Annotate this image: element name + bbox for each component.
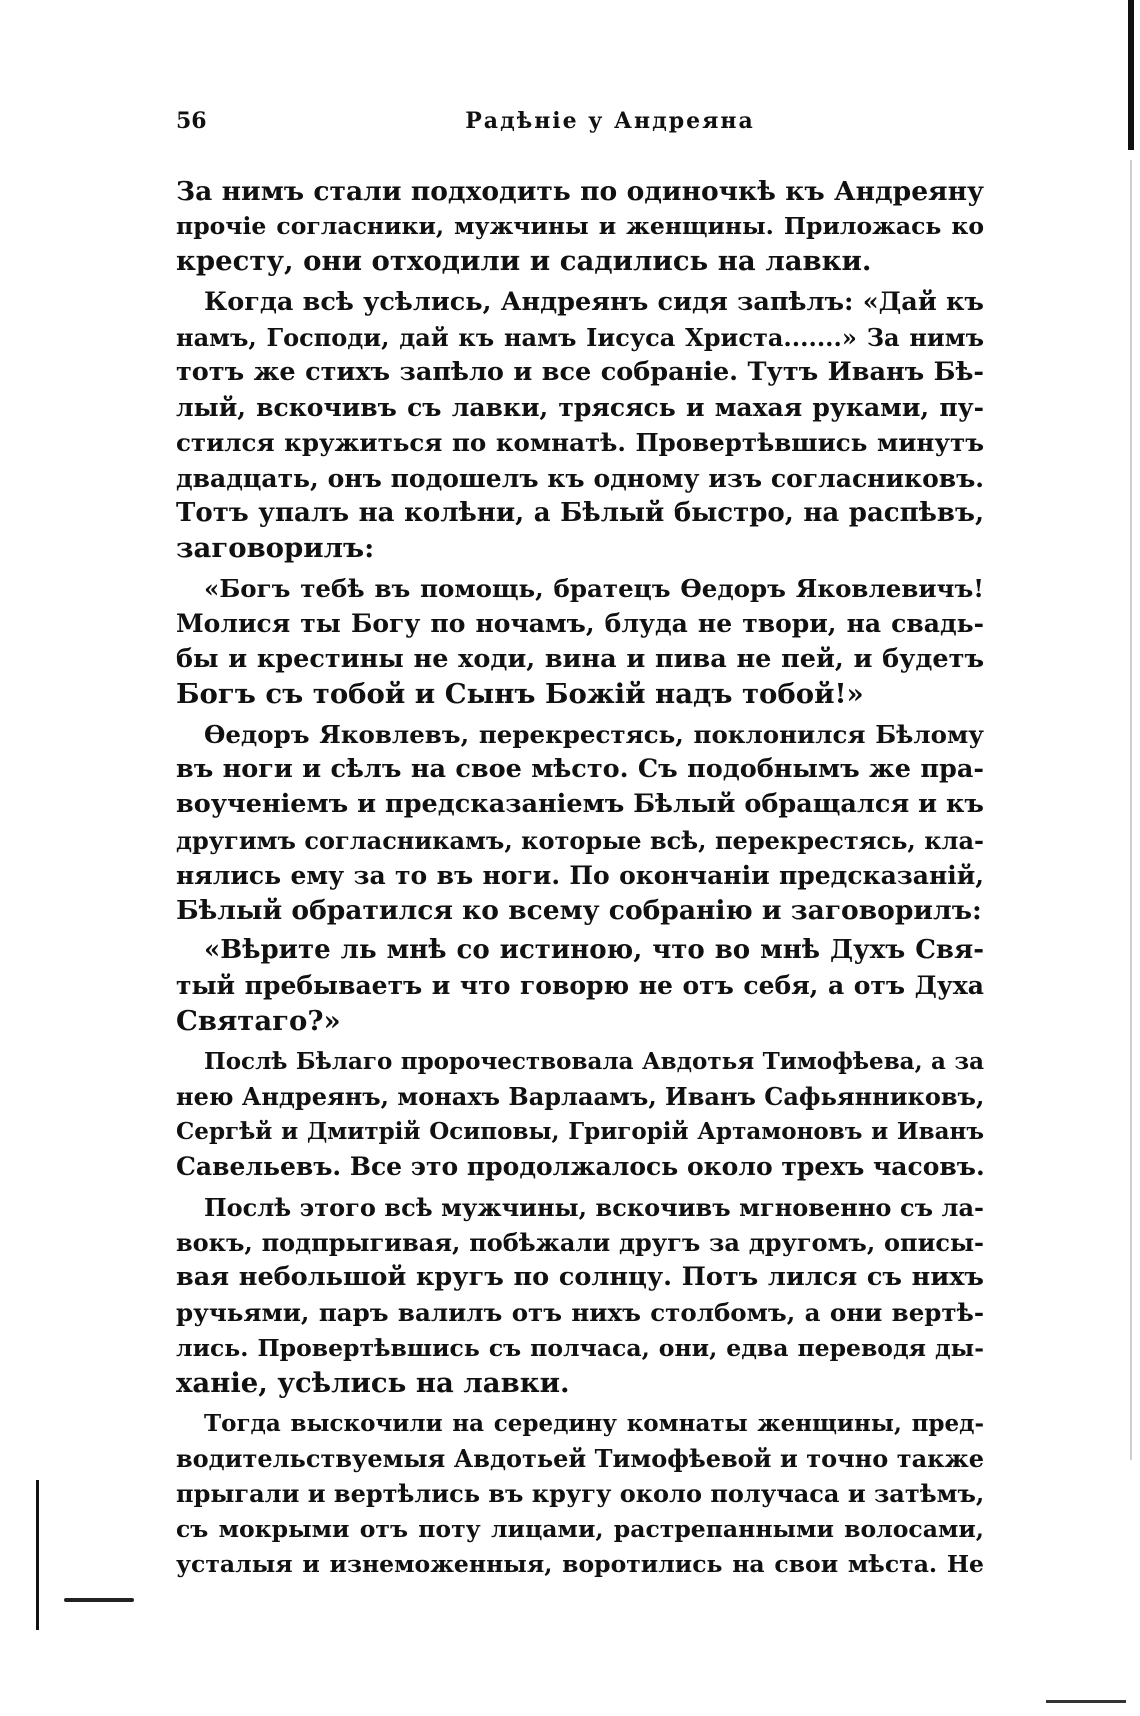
running-title: Радѣніе у Андреяна [465, 108, 755, 134]
text-line: Тотъ упалъ на колѣни, а Бѣлый быстро, на распѣвъ, [176, 497, 984, 528]
text-line: въ ноги и сѣлъ на свое мѣсто. Съ подобнымъ же пра- [176, 754, 984, 785]
text-line: «Богъ тебѣ въ помощь, братецъ Ѳедоръ Яковлевичъ! [204, 574, 984, 604]
paragraph [176, 1044, 984, 1185]
text-line: вокъ, подпрыгивая, побѣжали другъ за другомъ, описы- [176, 1227, 984, 1257]
text-line: съ мокрыми отъ поту лицами, растрепанными волосами, [176, 1514, 984, 1543]
text-line: нялись ему за то въ ноги. По окончаніи предсказаній, [176, 860, 984, 890]
text-line: Бѣлый обратился ко всему собранію и заговорилъ: [176, 895, 982, 927]
paragraph [176, 1406, 984, 1582]
text-line: Сергѣй и Дмитрій Осиповы, Григорій Артамоновъ и Иванъ [176, 1118, 984, 1146]
text-line: Молися ты Богу по ночамъ, блуда не твори, на свадь- [176, 609, 984, 639]
paragraph [176, 1190, 984, 1401]
text-line: «Вѣрите ль мнѣ со истиною, что во мнѣ Духъ Свя- [204, 935, 984, 966]
text-line: тотъ же стихъ запѣло и все собраніе. Тутъ Иванъ Бѣ- [176, 357, 984, 388]
page-number: 56 [176, 108, 207, 134]
paragraph [176, 285, 984, 567]
text-line: намъ, Господи, дай къ намъ Іисуса Христа.......» За нимъ [176, 322, 984, 352]
paragraph [176, 174, 984, 280]
text-line: лись. Провертѣвшись съ полчаса, они, едва переводя ды- [176, 1333, 984, 1362]
text-line: лый, вскочивъ съ лавки, трясясь и махая руками, пу- [176, 393, 984, 423]
text-line: прыгали и вертѣлись въ кругу около получаса и затѣмъ, [176, 1479, 985, 1509]
paragraph [176, 571, 984, 712]
scan-edge-line [1130, 160, 1132, 1460]
text-line: прочіе согласники, мужчины и женщины. Приложась ко [176, 212, 984, 241]
text-line: усталыя и изнеможенныя, воротились на свои мѣста. Не [176, 1549, 984, 1578]
text-line: Святаго?» [176, 1004, 341, 1037]
text-line: Тогда выскочили на середину комнаты женщины, пред- [204, 1409, 984, 1437]
paragraph [176, 933, 984, 1039]
text-line: водительствуемыя Авдотьей Тимофѣевой и точно также [176, 1444, 984, 1474]
body-text [176, 174, 984, 1587]
text-line: другимъ согласникамъ, которые всѣ, перекрестясь, кла- [176, 825, 984, 855]
scan-edge-shadow [1128, 0, 1134, 150]
text-line: ханіе, усѣлись на лавки. [176, 1366, 570, 1399]
text-line: вая небольшой кругъ по солнцу. Потъ лился съ нихъ [176, 1262, 984, 1293]
text-line: двадцать, онъ подошелъ къ одному изъ согласниковъ. [176, 463, 984, 493]
text-line: За нимъ стали подходить по одиночкѣ къ Андреяну [176, 176, 984, 207]
text-line: ручьями, паръ валилъ отъ нихъ столбомъ, а они вертѣ- [176, 1298, 984, 1328]
text-line: стился кружиться по комнатѣ. Провертѣвшись минутъ [176, 428, 984, 458]
text-line: Богъ съ тобой и Сынъ Божій надъ тобой!» [176, 677, 864, 710]
text-line: Савельевъ. Все это продолжалось около трехъ часовъ. [176, 1152, 985, 1182]
text-line: кресту, они отходили и садились на лавки. [176, 245, 872, 278]
text-line: нею Андреянъ, монахъ Варлаамъ, Иванъ Сафьянниковъ, [176, 1082, 985, 1112]
text-line: Ѳедоръ Яковлевъ, перекрестясь, поклонился Бѣлому [204, 720, 984, 750]
text-line: тый пребываетъ и что говорю не отъ себя, а отъ Духа [176, 971, 984, 1001]
text-line: Когда всѣ усѣлись, Андреянъ сидя запѣлъ: «Дай къ [204, 286, 984, 317]
text-line: Послѣ этого всѣ мужчины, вскочивъ мгновенно съ ла- [204, 1192, 984, 1222]
text-line: заговорилъ: [176, 532, 375, 565]
scan-corner-mark [1046, 1700, 1126, 1703]
scan-edge-left [36, 1480, 39, 1630]
paragraph [176, 717, 984, 928]
running-head [176, 108, 984, 148]
text-line: воученіемъ и предсказаніемъ Бѣлый обращался и къ [176, 789, 984, 820]
text-line: Послѣ Бѣлаго пророчествовала Авдотья Тимофѣева, а за [204, 1047, 984, 1075]
ink-smudge [64, 1598, 134, 1602]
text-line: бы и крестины не ходи, вина и пива не пей, и будетъ [176, 643, 984, 674]
